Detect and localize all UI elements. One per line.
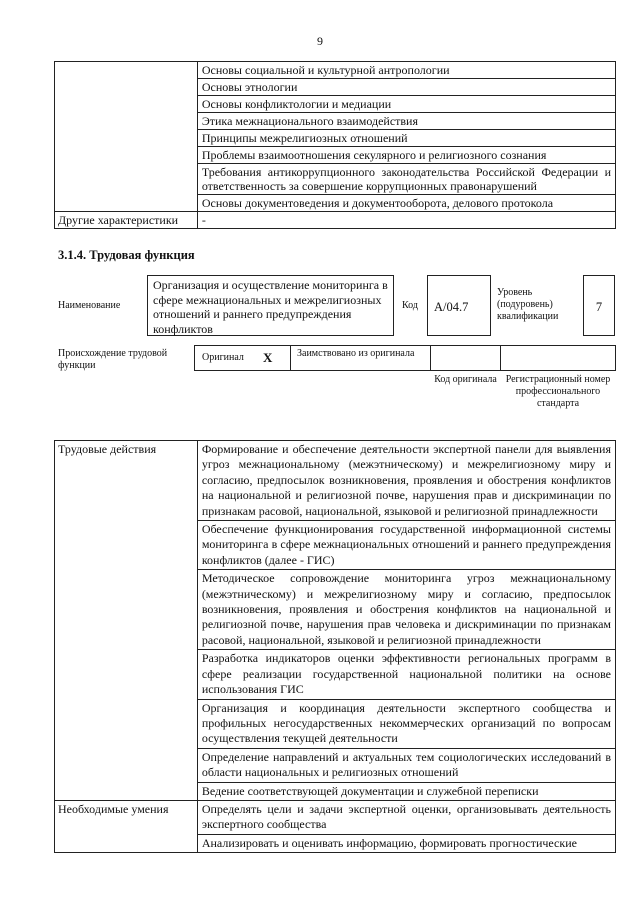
action-item: Методическое сопровождение мониторинга угроз межнациональному (межэтническому) и межрелигиозному миру и согласию, предпосылок возникновения, проявления и обострения конфликтов на национальной и религиозной почве, нарушения прав человека и дискриминации по признакам расовой, национальной, языковой и религиозной принадлежности — [197, 570, 615, 650]
other-characteristics-value: - — [197, 212, 615, 229]
other-characteristics-label: Другие характеристики — [55, 212, 198, 229]
original-code-box — [430, 345, 501, 371]
code-box — [427, 275, 491, 336]
knowledge-item: Основы документоведения и документооборота, делового протокола — [197, 195, 615, 212]
function-name-box — [147, 275, 394, 336]
code-value: А/04.7 — [434, 300, 469, 314]
action-item: Обеспечение функционирования государственной информационной системы мониторинга в сфере межнациональных отношений и раннего предупреждения конфликтов (далее - ГИС) — [197, 521, 615, 570]
original-box — [194, 345, 291, 371]
knowledge-item: Основы конфликтологии и медиации — [197, 96, 615, 113]
knowledge-item: Требования антикоррупционного законодательства Российской Федерации и ответственность за совершение коррупционных правонарушений — [197, 164, 615, 195]
regnum-caption: Регистрационный номер профессионального стандарта — [505, 374, 611, 409]
knowledge-item: Основы социальной и культурной антропологии — [197, 62, 615, 79]
original-mark: X — [263, 350, 273, 365]
code-label: Код — [402, 300, 418, 311]
section-heading: 3.1.4. Трудовая функция — [58, 248, 195, 262]
origin-label: Происхождение трудовой функции — [58, 348, 168, 371]
action-item: Разработка индикаторов оценки эффективности региональных программ в сфере реализации государственной национальной политики на основе использования ГИС — [197, 650, 615, 699]
skill-item: Анализировать и оценивать информацию, формировать прогностические — [197, 834, 615, 852]
skill-item: Определять цели и задачи экспертной оценки, организовывать деятельность экспертного сообщества — [197, 800, 615, 834]
function-name-value: Организация и осуществление мониторинга в сфере межнациональных и межрелигиозных отношений и раннего предупреждения конфликтов — [153, 278, 388, 336]
knowledge-item: Основы этнологии — [197, 79, 615, 96]
action-item: Определение направлений и актуальных тем социологических исследований в области национальных и религиозных отношений — [197, 748, 615, 782]
level-label: Уровень (подуровень) квалификации — [497, 287, 559, 322]
skills-label: Необходимые умения — [55, 800, 198, 852]
level-value: 7 — [595, 300, 603, 314]
level-box — [583, 275, 615, 336]
knowledge-table — [54, 61, 616, 229]
actions-label: Трудовые действия — [55, 441, 198, 801]
code-caption: Код оригинала — [434, 374, 497, 385]
knowledge-item: Принципы межрелигиозных отношений — [197, 130, 615, 147]
borrowed-label: Заимствовано из оригинала — [297, 348, 415, 359]
action-item: Ведение соответствующей документации и служебной переписки — [197, 782, 615, 800]
action-item: Формирование и обеспечение деятельности экспертной панели для выявления угроз межнациональному (межэтническому) и межрелигиозному миру и согласию, предпосылок возникновения, проявления и обострения конфликтов на национальной и религиозной почве, нарушения прав и дискриминации по признакам расовой, национальной, языковой и религиозной принадлежности — [197, 441, 615, 521]
knowledge-item: Этика межнационального взаимодействия — [197, 113, 615, 130]
original-label: Оригинал — [202, 352, 244, 363]
actions-table — [54, 440, 616, 853]
action-item: Организация и координация деятельности экспертного сообщества и профильных негосударственных некоммерческих организаций по вопросам осуществления текущей деятельности — [197, 699, 615, 748]
knowledge-item: Проблемы взаимоотношения секулярного и религиозного сознания — [197, 147, 615, 164]
knowledge-label-cell — [55, 62, 198, 212]
page-number: 9 — [317, 34, 323, 48]
regnum-box — [500, 345, 616, 371]
borrowed-box — [290, 345, 431, 371]
name-label: Наименование — [58, 300, 121, 311]
